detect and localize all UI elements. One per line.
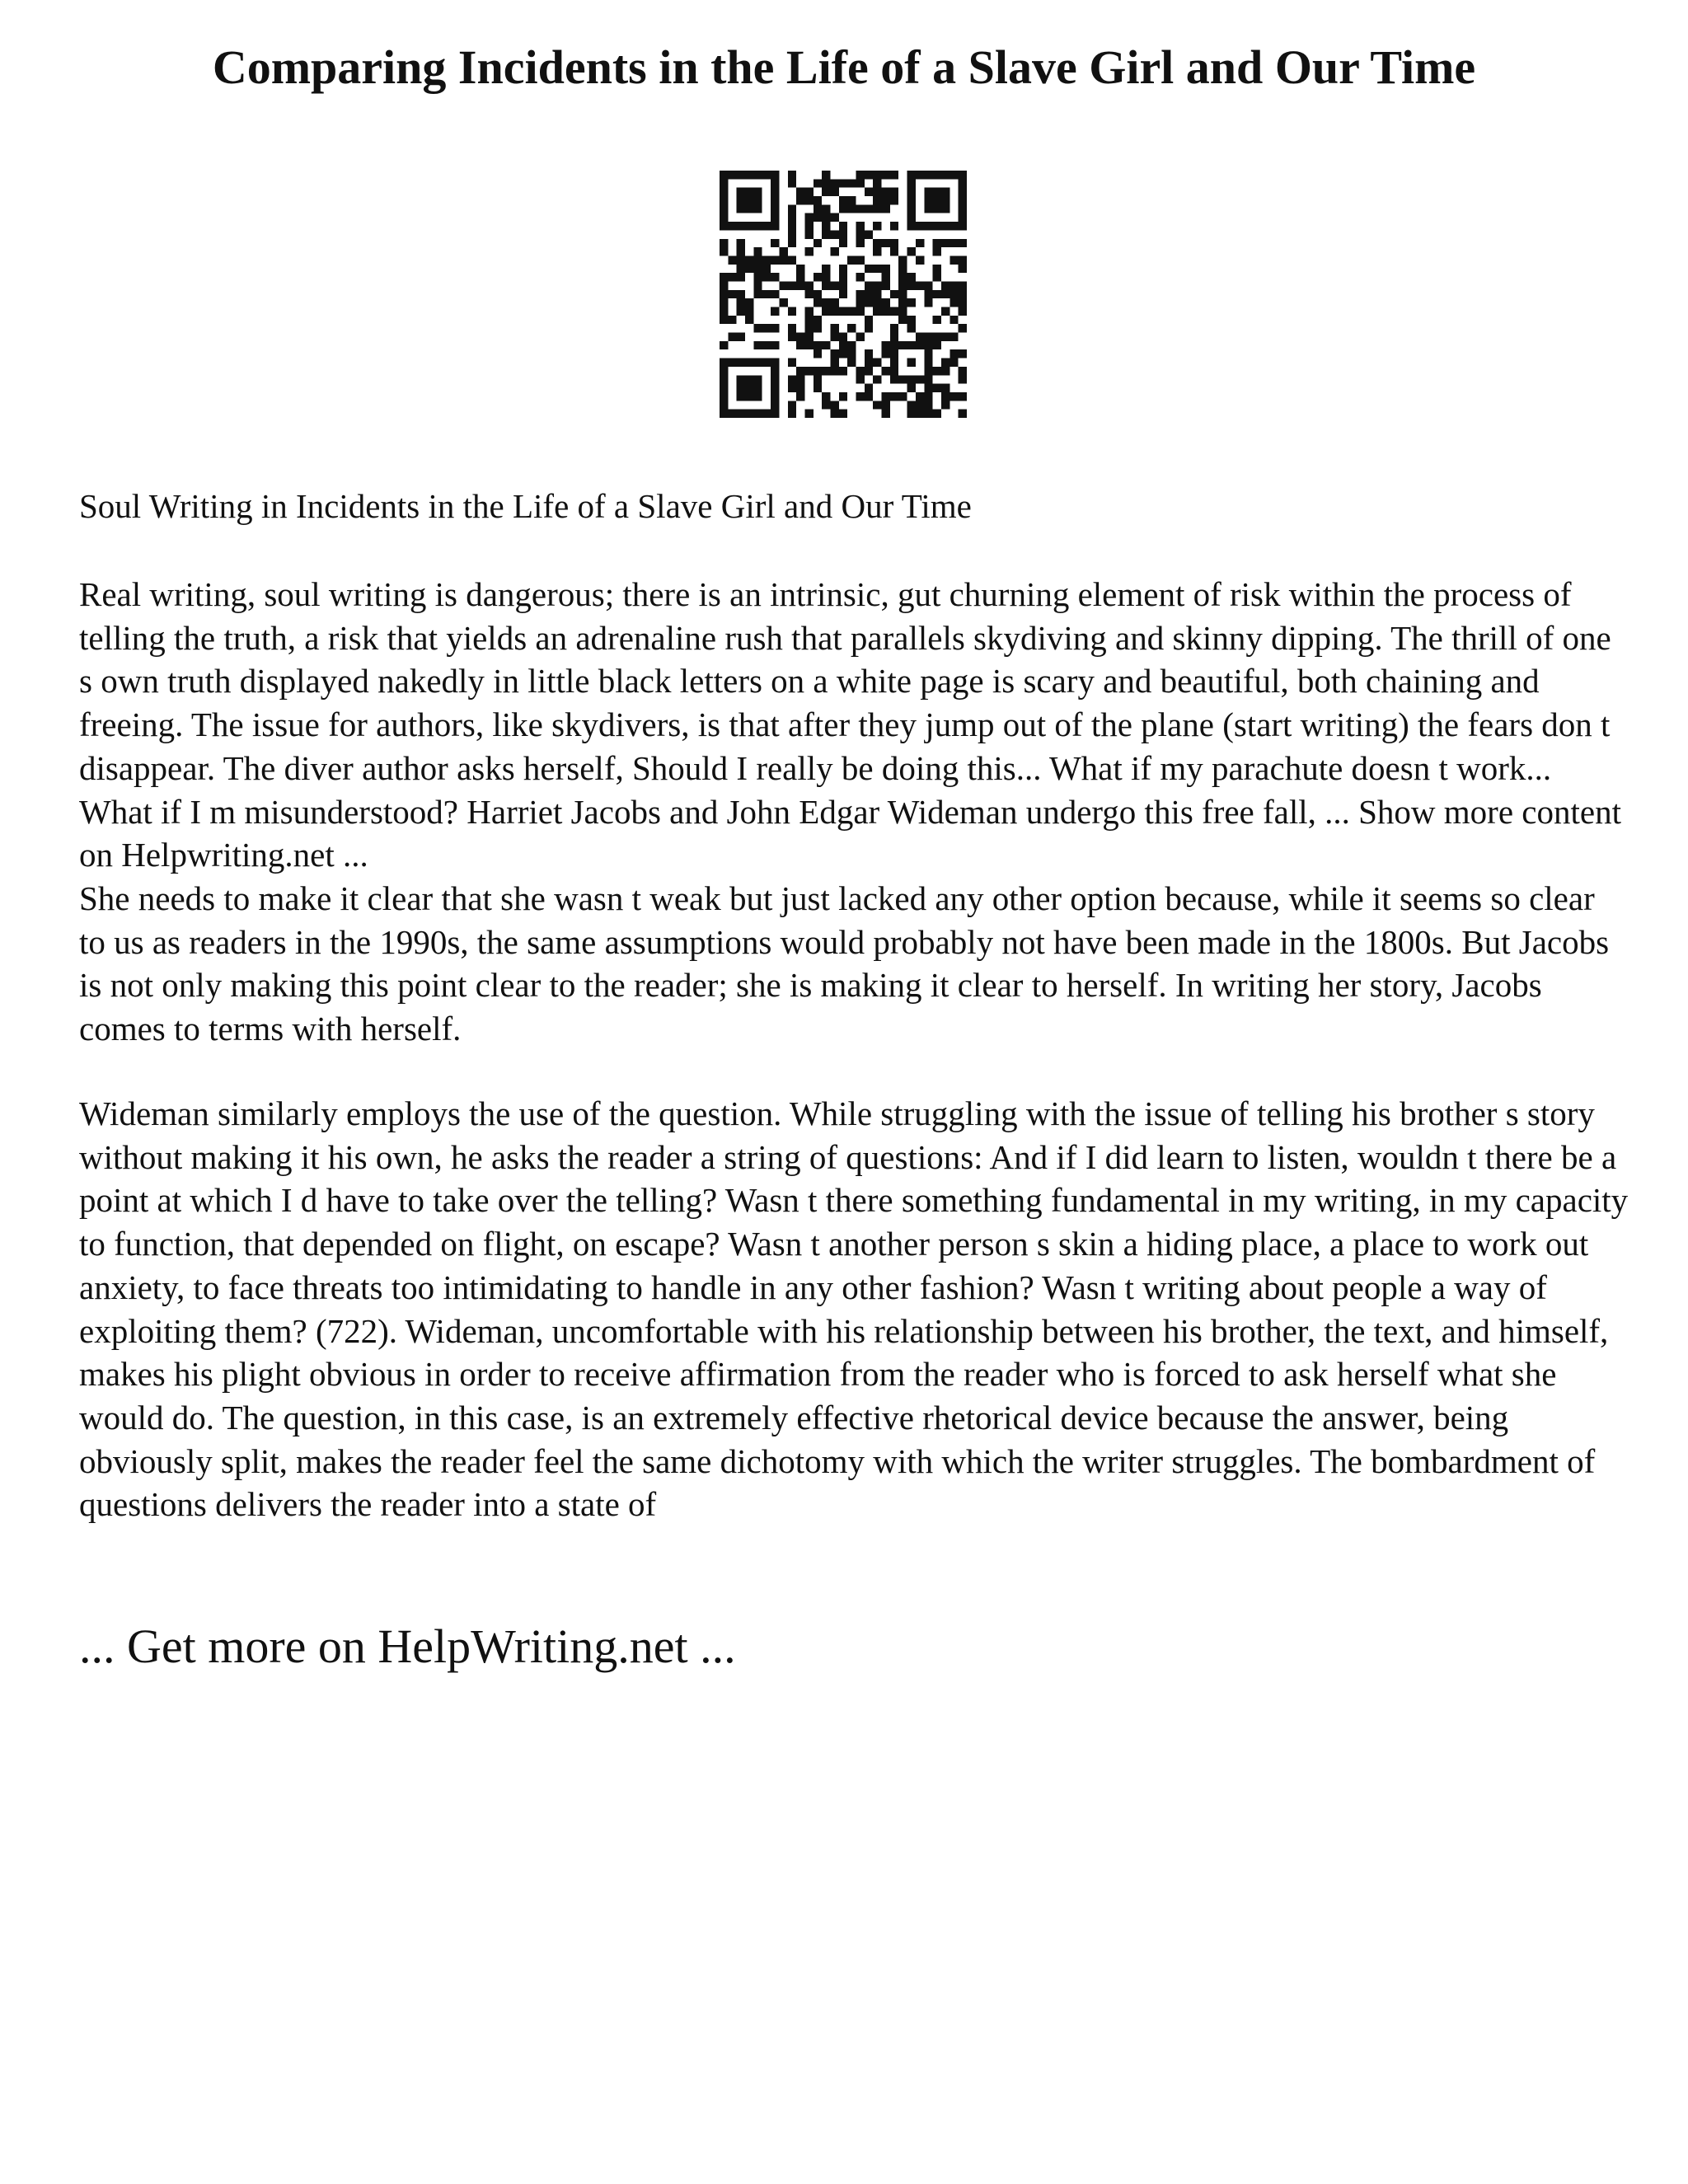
paragraph-2 xyxy=(79,1092,1629,1526)
document-subtitle: Soul Writing in Incidents in the Life of a Slave Girl and Our Time xyxy=(79,487,972,525)
paragraph-2-text: Wideman similarly employs the use of the question. While struggling with the issue of telling his brother s story without making it his own, he asks the reader a string of questions: And if I did learn to listen, wouldn t there be a point at which I d have to take over the telling? Wasn t there something fundamental in my writing, in my capacity to function, that depended on flight, on escape? Wasn t another person s skin a hiding place, a place to work out anxiety, to face threats too intimidating to handle in any other fashion? Wasn t writing about people a way of exploiting them? (722). Wideman, uncomfortable with his relationship between his brother, the text, and himself, makes his plight obvious in order to receive affirmation from the reader who is forced to ask herself what she would do. The question, in this case, is an extremely effective rhetorical device because the answer, being obviously split, makes the reader feel the same dichotomy with which the writer struggles. The bombardment of questions delivers the reader into a state of xyxy=(79,1094,1629,1524)
get-more-link[interactable]: ... Get more on HelpWriting.net ... xyxy=(79,1619,736,1673)
paragraph-1 xyxy=(79,573,1629,1051)
document-title: Comparing Incidents in the Life of a Slave Girl and Our Time xyxy=(212,40,1476,94)
qr-code-icon xyxy=(720,171,967,418)
paragraph-1-text: Real writing, soul writing is dangerous; there is an intrinsic, gut churning element of risk within the process of telling the truth, a risk that yields an adrenaline rush that parallels skydiving and skinny dipping. The thrill of one s own truth displayed nakedly in little black letters on a white page is scary and beautiful, both chaining and freeing. The issue for authors, like skydivers, is that after they jump out of the plane (start writing) the fears don t disappear. The diver author asks herself, Should I really be doing this... What if my parachute doesn t work... What if I m misunderstood? Harriet Jacobs and John Edgar Wideman undergo this free fall, ... Show more content on Helpwriting.net ... She needs to make it clear that she wasn t weak but just lacked any other option because, while it seems so clear to us as readers in the 1990s, the same assumptions would probably not have been made in the 1800s. But Jacobs is not only making this point clear to the reader; she is making it clear to herself. In writing her story, Jacobs comes to terms with herself. xyxy=(79,575,1621,1048)
